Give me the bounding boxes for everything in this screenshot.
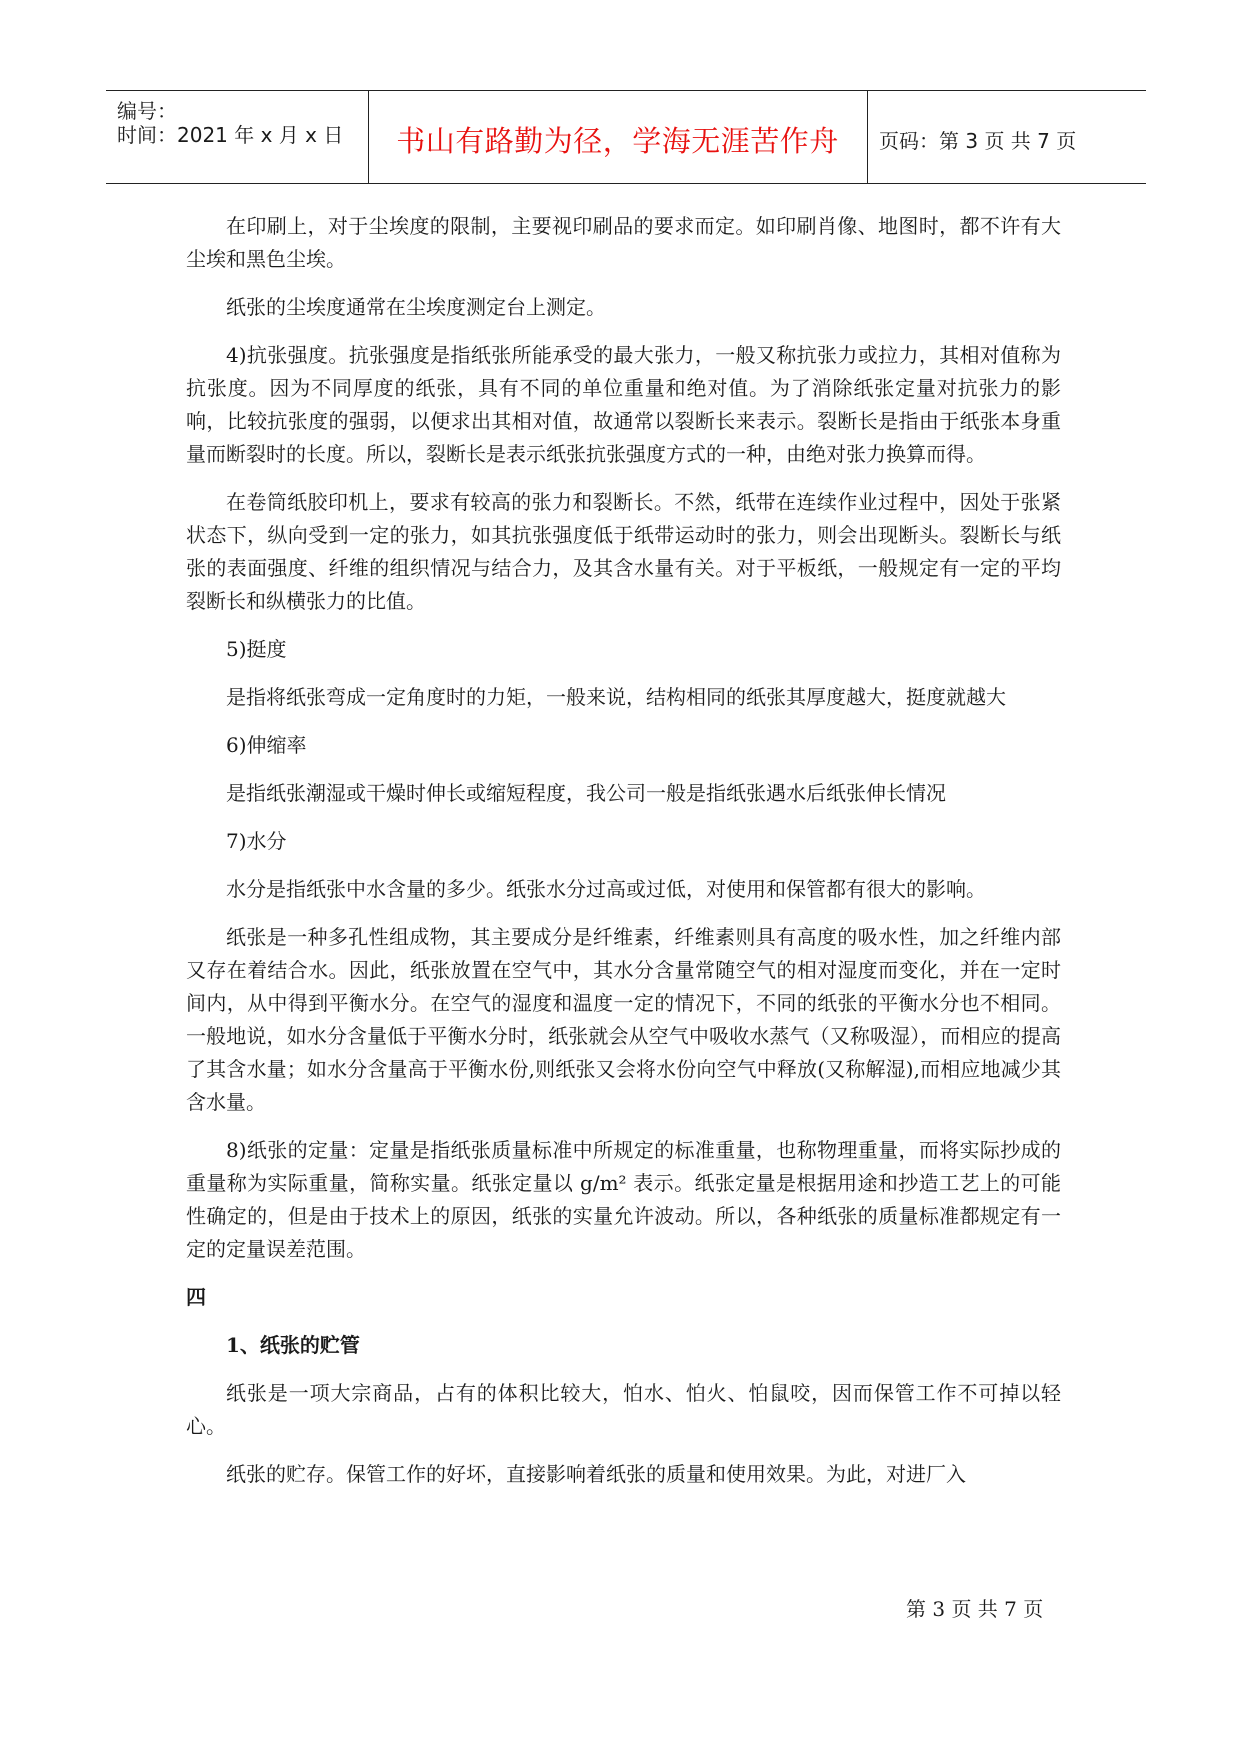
paragraph: 纸张是一种多孔性组成物，其主要成分是纤维素，纤维素则具有高度的吸水性，加之纤维内部又存在着结合水。因此，纸张放置在空气中，其水分含量常随空气的相对湿度而变化，并在一定时间内，从中得到平衡水分。在空气的湿度和温度一定的情况下，不同的纸张的平衡水分也不相同。一般地说，如水分含量低于平衡水分时，纸张就会从空气中吸收水蒸气（又称吸湿），而相应的提高了其含水量；如水分含量高于平衡水份,则纸张又会将水份向空气中释放(又称解湿),而相应地减少其含水量。 [186, 925, 1061, 1114]
section-heading: 四 [186, 1285, 206, 1309]
paragraph: 是指将纸张弯成一定角度时的力矩，一般来说，结构相同的纸张其厚度越大，挺度就越大 [226, 685, 1006, 709]
paragraph: 4)抗张强度。抗张强度是指纸张所能承受的最大张力，一般又称抗张力或拉力，其相对值称为抗张度。因为不同厚度的纸张，具有不同的单位重量和绝对值。为了消除纸张定量对抗张力的影响，比较抗张度的强弱，以便求出其相对值，故通常以裂断长来表示。裂断长是指由于纸张本身重量而断裂时的长度。所以，裂断长是表示纸张抗张强度方式的一种，由绝对张力换算而得。 [186, 343, 1061, 466]
paragraph: 8)纸张的定量：定量是指纸张质量标准中所规定的标准重量，也称物理重量，而将实际抄成的重量称为实际重量，简称实量。纸张定量以 g/m² 表示。纸张定量是根据用途和抄造工艺上的可能性确定的，但是由于技术上的原因，纸张的实量允许波动。所以，各种纸张的质量标准都规定有一定的定量误差范围。 [186, 1138, 1061, 1261]
paragraph: 水分是指纸张中水含量的多少。纸张水分过高或过低，对使用和保管都有很大的影响。 [226, 877, 986, 901]
item-heading: 7)水分 [226, 829, 287, 853]
paragraph: 纸张的贮存。保管工作的好坏，直接影响着纸张的质量和使用效果。为此，对进厂入 [226, 1462, 966, 1486]
paragraph: 是指纸张潮湿或干燥时伸长或缩短程度，我公司一般是指纸张遇水后纸张伸长情况 [226, 781, 946, 805]
header-meta-cell [106, 91, 369, 183]
paragraph: 在卷筒纸胶印机上，要求有较高的张力和裂断长。不然，纸带在连续作业过程中，因处于张紧状态下，纵向受到一定的张力，如其抗张强度低于纸带运动时的张力，则会出现断头。裂断长与纸张的表面强度、纤维的组织情况与结合力，及其含水量有关。对于平板纸，一般规定有一定的平均裂断长和纵横张力的比值。 [186, 490, 1061, 613]
item-heading: 6)伸缩率 [226, 733, 307, 757]
date-label: 时间：2021 年 x 月 x 日 [117, 123, 344, 147]
header-page-cell [867, 91, 1146, 183]
paragraph: 纸张的尘埃度通常在尘埃度测定台上测定。 [226, 295, 606, 319]
paragraph: 在印刷上，对于尘埃度的限制，主要视印刷品的要求而定。如印刷肖像、地图时，都不许有大尘埃和黑色尘埃。 [186, 214, 1061, 271]
item-heading: 5)挺度 [226, 637, 287, 661]
header-page-info: 页码：第 3 页 共 7 页 [879, 129, 1077, 153]
header-motto-cell [368, 91, 868, 183]
page-header [106, 90, 1146, 184]
page-footer: 第 3 页 共 7 页 [906, 1597, 1044, 1621]
motto-text: 书山有路勤为径，学海无涯苦作舟 [396, 124, 839, 158]
subsection-heading: 1、纸张的贮管 [226, 1333, 360, 1357]
paragraph: 纸张是一项大宗商品，占有的体积比较大，怕水、怕火、怕鼠咬，因而保管工作不可掉以轻心。 [186, 1381, 1061, 1438]
serial-number-label: 编号： [117, 99, 177, 123]
document-body [186, 210, 1061, 1506]
